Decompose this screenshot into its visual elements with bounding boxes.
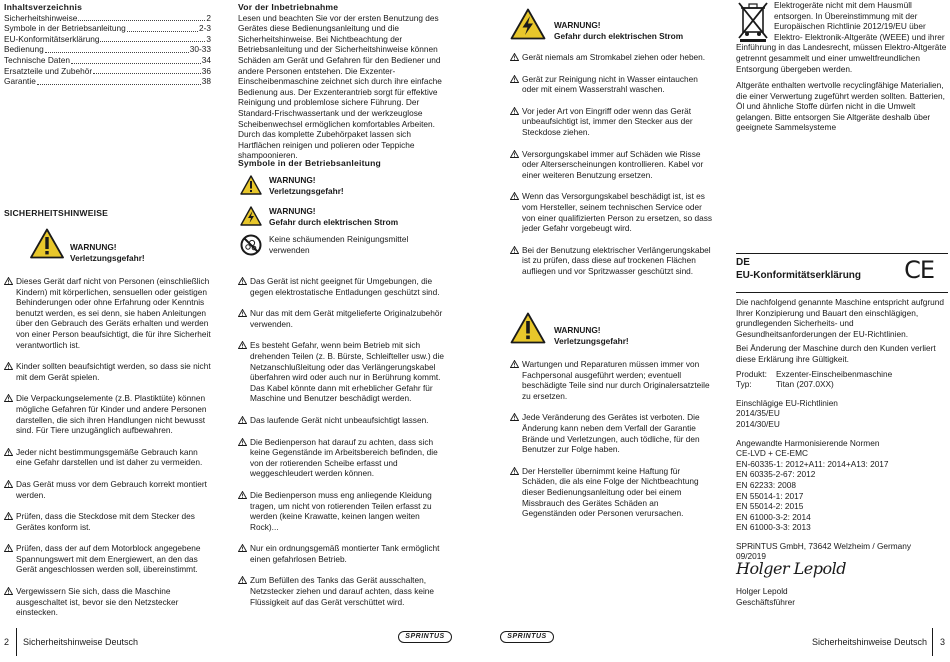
company: SPRiNTUS GmbH, 73642 Welzheim / Germany xyxy=(736,540,912,551)
warning-small-icon xyxy=(4,362,13,370)
no-foam-icon xyxy=(240,234,262,256)
warning-small-icon xyxy=(4,587,13,595)
warning-small-icon xyxy=(238,438,247,446)
norm: EN 61000-3-2: 2014 xyxy=(736,511,811,522)
toc-row[interactable]: Garantie 38 xyxy=(4,76,211,87)
normen-title: Angewandte Harmonisierende Normen xyxy=(736,437,880,448)
norm: EN 60335-2-67: 2012 xyxy=(736,469,816,480)
safety-item: Zum Befüllen des Tanks das Gerät ausschalten, Netzstecker ziehen und darauf achten, dass keine Flüssigkeit auf das Gerät verschüttet wird. xyxy=(238,575,450,607)
footer-left xyxy=(4,636,9,648)
section-title: Vor der Inbetriebnahme xyxy=(238,2,339,12)
safety-item: Das Gerät ist nicht geeignet für Umgebungen, die gegen elektrostatische Entladungen geschützt sind. xyxy=(238,276,450,297)
symbols-title: Symbole in der Betriebsanleitung xyxy=(238,158,381,168)
footer-divider xyxy=(16,628,17,656)
norm: EN 55014-2: 2015 xyxy=(736,501,804,512)
weee-text: Elektrogeräte nicht mit dem Hausmüll entsorgen. In Übereinstimmung mit der Europäischen Richtlinie 2012/19/EU über Elektro- Elektronik-Altgeräte (WEEE) und ihrer Einführung in das Landesrecht, müssen Elektro-Altgeräte getrennt gesammelt und einer umweltfreundlichen Entsorgung übergeben werden. xyxy=(736,0,947,74)
norm: EN 61000-3-3: 2013 xyxy=(736,522,811,533)
signature: Holger Lepold xyxy=(736,559,846,579)
richtlinie: 2014/30/EU xyxy=(736,418,780,429)
safety-item: Das laufende Gerät nicht unbeaufsichtigt lassen. xyxy=(238,415,450,426)
warning-triangle-icon xyxy=(240,175,262,195)
warning-small-icon xyxy=(510,107,519,115)
warning-small-icon xyxy=(4,512,13,520)
safety-item: Wartungen und Reparaturen müssen immer von Fachpersonal ausgeführt werden; eventuell beschädigte Teile sind nur durch Originalersatzteile zu ersetzen. xyxy=(510,359,715,401)
norm: CE-LVD + CE-EMC xyxy=(736,448,808,459)
warning-line1: WARNUNG! xyxy=(70,242,117,252)
toc-list xyxy=(4,13,211,87)
symbol-electric: WARNUNG! Gefahr durch elektrischen Strom xyxy=(240,206,398,227)
warning-small-icon xyxy=(510,53,519,61)
safety-item: Die Verpackungselemente (z.B. Plastiktüte) können mögliche Gefahren für Kinder und andere Personen darstellen, die sich ihren Handlungen nicht bewusst sind. Für Tiere unzugänglich aufbewahren. xyxy=(4,393,211,435)
warning-small-icon xyxy=(510,150,519,158)
warning-small-icon xyxy=(510,467,519,475)
warning-small-icon xyxy=(4,448,13,456)
electric-warning-box: WARNUNG! Gefahr durch elektrischen Strom xyxy=(510,8,683,41)
toc-row[interactable]: Ersatzteile und Zubehör 36 xyxy=(4,65,211,76)
warning-small-icon xyxy=(238,277,247,285)
toc-row[interactable]: Bedienung 30-33 xyxy=(4,44,211,55)
norm: EN 62233: 2008 xyxy=(736,479,796,490)
warning-small-icon xyxy=(238,544,247,552)
warning-small-icon xyxy=(510,246,519,254)
toc-row[interactable]: EU-Konformitätserklärung 3 xyxy=(4,33,211,44)
safety-item: Vor jeder Art von Eingriff oder wenn das Gerät unbeaufsichtigt ist, immer den Stecker aus der Steckdose ziehen. xyxy=(510,106,715,138)
eu-paragraph: Bei Änderung der Maschine durch den Kunden verliert diese Erklärung ihre Gültigkeit. xyxy=(736,343,936,364)
safety-item: Die Bedienperson muss eng anliegende Kleidung tragen, um nicht von rotierenden Teilen erfasst zu werden (keine Krawatte, keinen langen weiten Rock)... xyxy=(238,490,450,532)
symbol-warning: WARNUNG! Verletzungsgefahr! xyxy=(240,175,344,196)
safety-item: Jeder nicht bestimmungsgemäße Gebrauch kann eine Gefahr darstellen und ist daher zu vermeiden. xyxy=(4,447,211,468)
section-title: SICHERHEITSHINWEISE xyxy=(4,208,109,218)
norm: EN 55014-1: 2017 xyxy=(736,490,804,501)
warning-box xyxy=(30,228,145,263)
warning-small-icon xyxy=(238,491,247,499)
sprintus-logo: SPRINTUS xyxy=(500,631,554,643)
warning-small-icon xyxy=(510,413,519,421)
warning-small-icon xyxy=(4,394,13,402)
toc-row[interactable]: Symbole in der Betriebsanleitung 2-3 xyxy=(4,23,211,34)
safety-item: Kinder sollten beaufsichtigt werden, so dass sie nicht mit dem Gerät spielen. xyxy=(4,361,211,382)
warning-box: WARNUNG! Verletzungsgefahr! xyxy=(510,312,629,346)
norm: EN-60335-1: 2012+A11: 2014+A13: 2017 xyxy=(736,458,889,469)
eu-paragraph: Die nachfolgend genannte Maschine entspricht aufgrund Ihrer Konzipierung und Bauart den einschlägigen, grundlegenden Sicherheits- und Gesundheitsanforderungen der EU-Richtlinien. xyxy=(736,297,945,339)
safety-item: Prüfen, dass der auf dem Motorblock angegebene Spannungswert mit dem Energiewert, an den das Gerät angeschlossen werden soll, übereinstimmt. xyxy=(4,543,211,575)
safety-item: Die Bedienperson hat darauf zu achten, dass sich keine Gegenstände im Arbeitsbereich befinden, die von der rotierenden Scheibe erfasst und weggeschleudert werden können. xyxy=(238,437,450,479)
ce-mark: CE xyxy=(904,256,934,284)
warning-small-icon xyxy=(238,341,247,349)
electric-hazard-icon xyxy=(510,8,546,40)
safety-item: Gerät zur Reinigung nicht in Wasser eintauchen oder mit einem Wasserstrahl waschen. xyxy=(510,74,715,95)
toc-row[interactable]: Sicherheitshinweise 2 xyxy=(4,12,211,23)
symbol-no-foam: Keine schäumenden Reinigungsmittel verwenden xyxy=(240,234,419,256)
warning-small-icon xyxy=(4,480,13,488)
date: 09/2019 xyxy=(736,551,766,562)
safety-item: Vergewissern Sie sich, dass die Maschine ausgeschaltet ist, bevor sie den Netzstecker einstecken. xyxy=(4,586,211,618)
warning-small-icon xyxy=(510,360,519,368)
toc-row[interactable]: Technische Daten 34 xyxy=(4,54,211,65)
safety-item: Wenn das Versorgungskabel beschädigt ist, ist es vom Hersteller, seinem technischen Service oder von einer qualifizierten Person zu ersetzen, so dass jeder Gefahr vorgebeugt wird. xyxy=(510,191,715,233)
page-number-right: 3 xyxy=(940,637,946,647)
safety-item: Jede Veränderung des Gerätes ist verboten. Die Änderung kann neben dem Verfall der Garantie Brände und Verletzungen, auch tödliche, für den Benutzer zur Folge haben. xyxy=(510,412,715,454)
weee-bin-icon xyxy=(736,0,770,42)
warning-triangle-icon xyxy=(510,312,546,344)
warning-small-icon xyxy=(510,192,519,200)
warning-small-icon xyxy=(4,544,13,552)
safety-item: Gerät niemals am Stromkabel ziehen oder heben. xyxy=(510,52,715,63)
safety-item: Versorgungskabel immer auf Schäden wie Risse oder Alterserscheinungen kontrollieren. Kabel vor einer weiteren Benutzung ersetzen. xyxy=(510,149,715,181)
safety-item: Das Gerät muss vor dem Gebrauch korrekt montiert werden. xyxy=(4,479,211,500)
page-number-left: 2 xyxy=(4,637,10,647)
toc-title: Inhaltsverzeichnis xyxy=(4,2,83,12)
sprintus-logo: SPRINTUS xyxy=(398,631,452,643)
signer-title: Geschäftsführer xyxy=(736,596,796,607)
warning-small-icon xyxy=(510,75,519,83)
warning-line2: Verletzungsgefahr! xyxy=(70,252,145,263)
typ-row: Typ: Titan (207.0XX) xyxy=(736,379,834,390)
eu-title: EU-Konformitätserklärung xyxy=(736,270,862,281)
safety-item: Der Hersteller übernimmt keine Haftung für Schäden, die als eine Folge der Nichtbeachtung dieser Bedienungsanleitung oder bei einem Missbrauch des Gerätes Schäden an Gegenständen oder Personen verursachen. xyxy=(510,466,715,519)
safety-item: Dieses Gerät darf nicht von Personen (einschließlich Kindern) mit körperlichen, sensuellen oder geistigen Behinderungen oder ohne Erfahrung oder Kenntnis benutzt werden, es sei denn, sie haben Anleitungen über den Gebrauch des Geräts erhalten und werden von einer Person beaufsichtigt, die für ihre Sicherheit verantwortlich ist. xyxy=(4,276,211,350)
eu-declaration-header xyxy=(736,253,948,293)
footer-right-text: Sicherheitshinweise Deutsch xyxy=(812,637,928,647)
safety-item: Es besteht Gefahr, wenn beim Betrieb mit sich drehenden Teilen (z. B. Bürste, Schleifteller usw.) die Netzanschlußleitung oder das Verlängerungskabel überfahren wird oder auch nur in Berührung kommt. Das Kabel könnte dann mit erheblicher Gefahr für Maschine und Benutzer beschädigt werden. xyxy=(238,340,450,404)
safety-item: Prüfen, dass die Steckdose mit dem Stecker des Gerätes konform ist. xyxy=(4,511,211,532)
warning-triangle-icon xyxy=(30,228,64,259)
safety-item: Nur das mit dem Gerät mitgelieferte Originalzubehör verwenden. xyxy=(238,308,450,329)
warning-small-icon xyxy=(238,309,247,317)
intro-paragraph: Lesen und beachten Sie vor der ersten Benutzung des Gerätes diese Bedienungsanleitung und die Sicherheitshinweise. Bei Nichtbeachtung der Betriebsanleitung und der Sicherheitshinweise können Schäden am Gerät und Gefahren für den Bediener und andere Personen entstehen. Die Exzenter-Einscheibenmaschine zeichnet sich durch ihre einfache Bedienung aus. Der Exzenterantrieb sorgt für effektive Reinigung und problemlose sichere Führung. Der Standard-Frischwassertank und der werkzeuglose Scheibenwechsel ermöglichen komfortables Arbeiten. Durch das komplette Zubehörpaket lassen sich Hartflächen reinigen und polieren oder Teppiche shampoonieren. xyxy=(238,12,442,161)
recycle-text: Altgeräte enthalten wertvolle recyclingfähige Materialien, die einer Verwertung zugeführt werden sollten. Batterien, Öl und ähnliche Stoffe dürfen nicht in die Umwelt gelangen. Bitte entsorgen Sie Altgeräte deshalb über geeignete Sammelsysteme xyxy=(736,80,945,133)
warning-small-icon xyxy=(238,416,247,424)
eu-declaration-body xyxy=(736,297,948,607)
footer-divider xyxy=(932,628,933,656)
richtlinien-title: Einschlägige EU-Richtlinien xyxy=(736,397,838,408)
footer-left-text: Sicherheitshinweise Deutsch xyxy=(23,637,139,647)
warning-small-icon xyxy=(4,277,13,285)
produkt-row: Produkt: Exzenter-Einscheibenmaschine xyxy=(736,368,893,379)
safety-item: Nur ein ordnungsgemäß montierter Tank ermöglicht einen gefahrlosen Betrieb. xyxy=(238,543,450,564)
warning-small-icon xyxy=(238,576,247,584)
electric-hazard-icon xyxy=(240,206,262,226)
language-label: DE xyxy=(736,257,750,268)
richtlinie: 2014/35/EU xyxy=(736,408,780,419)
safety-item: Bei der Benutzung elektrischer Verlängerungskabel ist zu prüfen, dass diese auf trockenen Flächen aufliegen und vor Spritzwasser geschützt sind. xyxy=(510,245,715,277)
signer-name: Holger Lepold xyxy=(736,586,788,597)
